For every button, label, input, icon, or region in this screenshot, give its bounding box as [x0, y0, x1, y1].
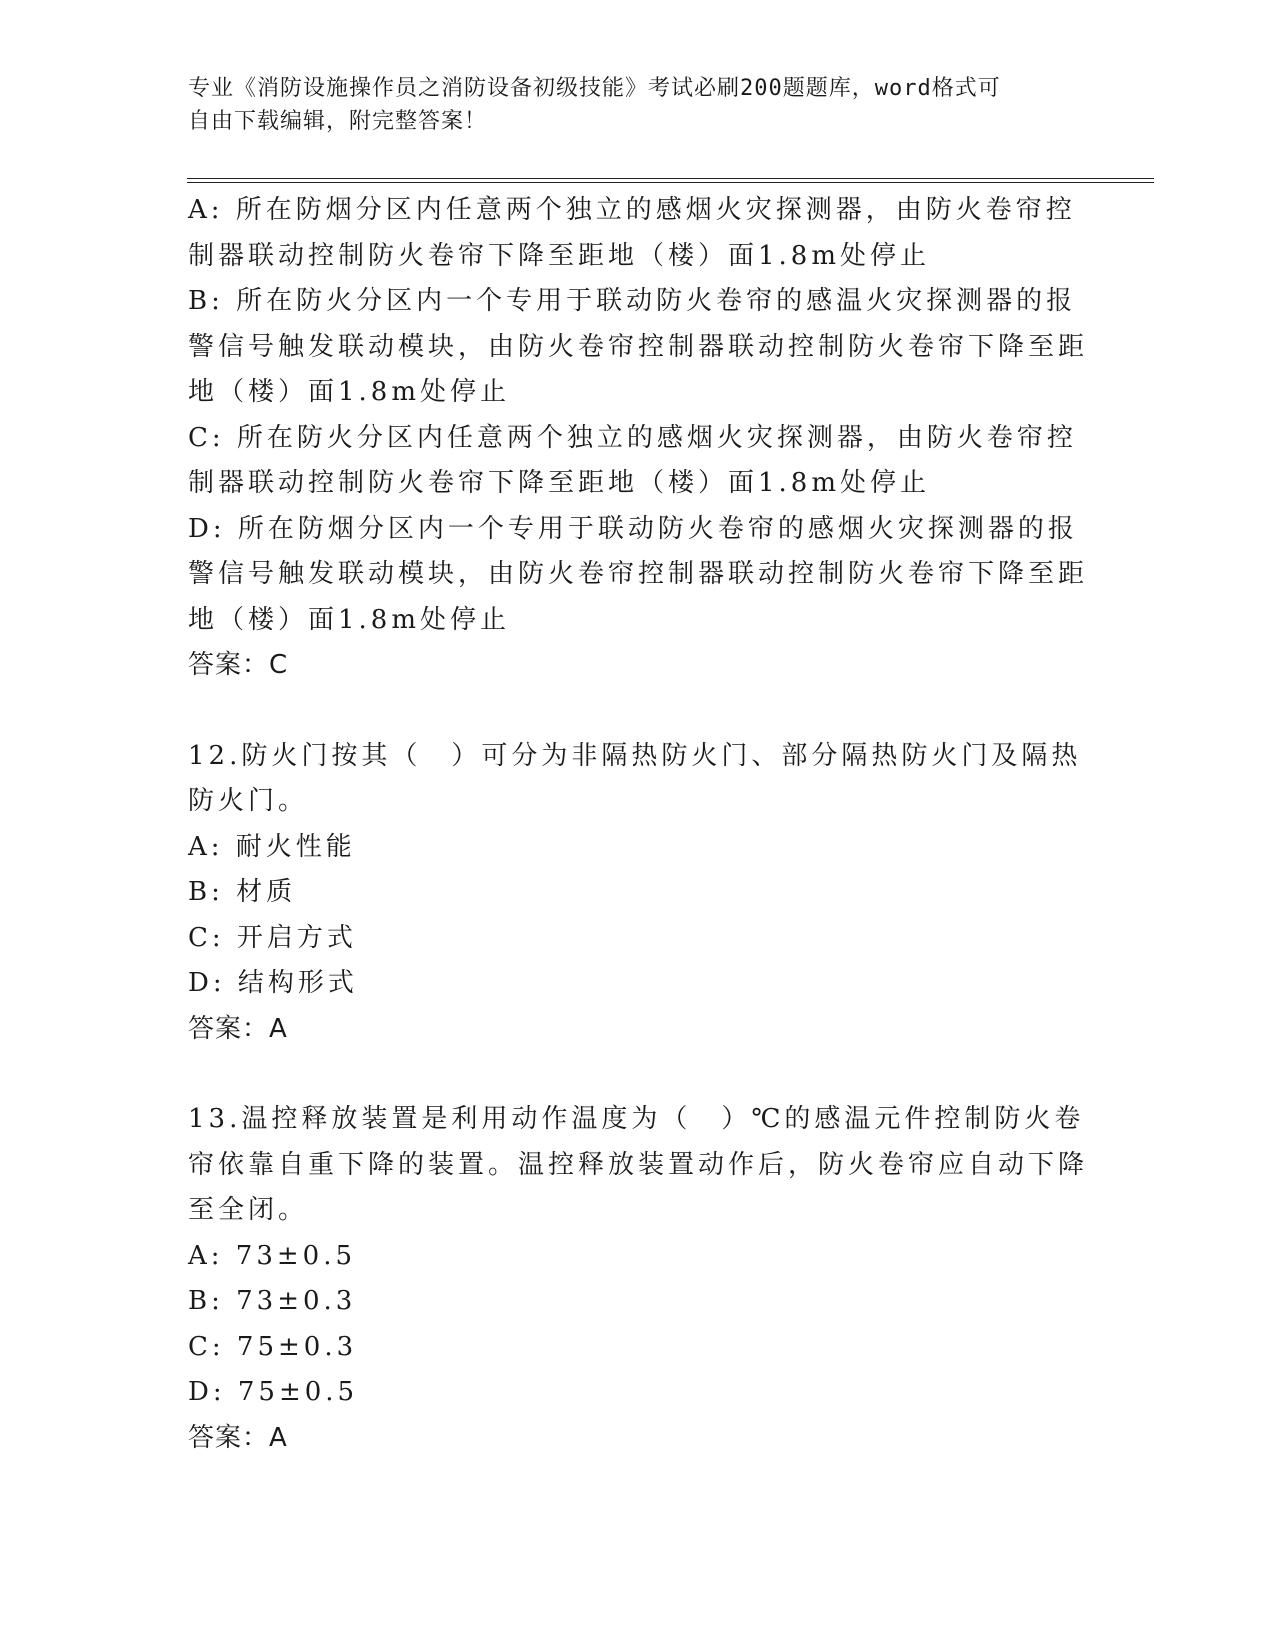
question-12-option-d: D: 结构形式 — [188, 968, 358, 998]
question-12-option-c: C: 开启方式 — [188, 922, 357, 953]
question-11-option-b: B: 所在防火分区内一个专用于联动防火卷帘的感温火灾探测器的报警信号触发联动模块，由防火卷帘控制器联动控制防火卷帘下降至距地（楼）面1.8m处停止 — [188, 286, 1089, 407]
question-12-text: 12.防火门按其（ ）可分为非隔热防火门、部分隔热防火门及隔热防火门。 — [188, 740, 1082, 816]
question-spacer — [188, 689, 1088, 734]
question-11-answer: 答案：C — [188, 650, 289, 680]
question-11-option-d: D: 所在防烟分区内一个专用于联动防火卷帘的感烟火灾探测器的报警信号触发联动模块，由防火卷帘控制器联动控制防火卷帘下降至距地（楼）面1.8m处停止 — [188, 513, 1089, 635]
question-12-option-b: B: 材质 — [188, 877, 297, 907]
question-13-block — [188, 1097, 1088, 1461]
question-spacer — [188, 1052, 1088, 1097]
question-13-option-a: A: 73±0.5 — [188, 1240, 357, 1271]
question-13-answer: 答案：A — [188, 1422, 288, 1453]
question-13-option-d: D: 75±0.5 — [188, 1377, 359, 1407]
question-12-block — [188, 734, 1088, 1053]
question-11-option-c: C: 所在防火分区内任意两个独立的感烟火灾探测器，由防火卷帘控制器联动控制防火卷帘下降至距地（楼）面1.8m处停止 — [188, 422, 1077, 498]
question-content — [188, 188, 1088, 1461]
question-11-option-a: A: 所在防烟分区内任意两个独立的感烟火灾探测器，由防火卷帘控制器联动控制防火卷帘下降至距地（楼）面1.8m处停止 — [188, 195, 1076, 271]
header-title-line-2: 自由下载编辑，附完整答案！ — [188, 109, 488, 134]
header-divider — [187, 178, 1154, 183]
question-13-option-c: C: 75±0.3 — [188, 1331, 358, 1362]
question-13-option-b: B: 73±0.3 — [188, 1286, 357, 1316]
document-header — [188, 72, 1068, 138]
question-12-answer: 答案：A — [188, 1013, 288, 1044]
question-12-option-a: A: 耐火性能 — [188, 831, 356, 862]
question-13-text: 13.温控释放装置是利用动作温度为（ ）℃的感温元件控制防火卷帘依靠自重下降的装置。温控释放装置动作后，防火卷帘应自动下降至全闭。 — [188, 1104, 1089, 1225]
header-title-line-1: 专业《消防设施操作员之消防设备初级技能》考试必刷200题题库，word格式可 — [188, 76, 1001, 101]
question-11-block — [188, 188, 1088, 689]
